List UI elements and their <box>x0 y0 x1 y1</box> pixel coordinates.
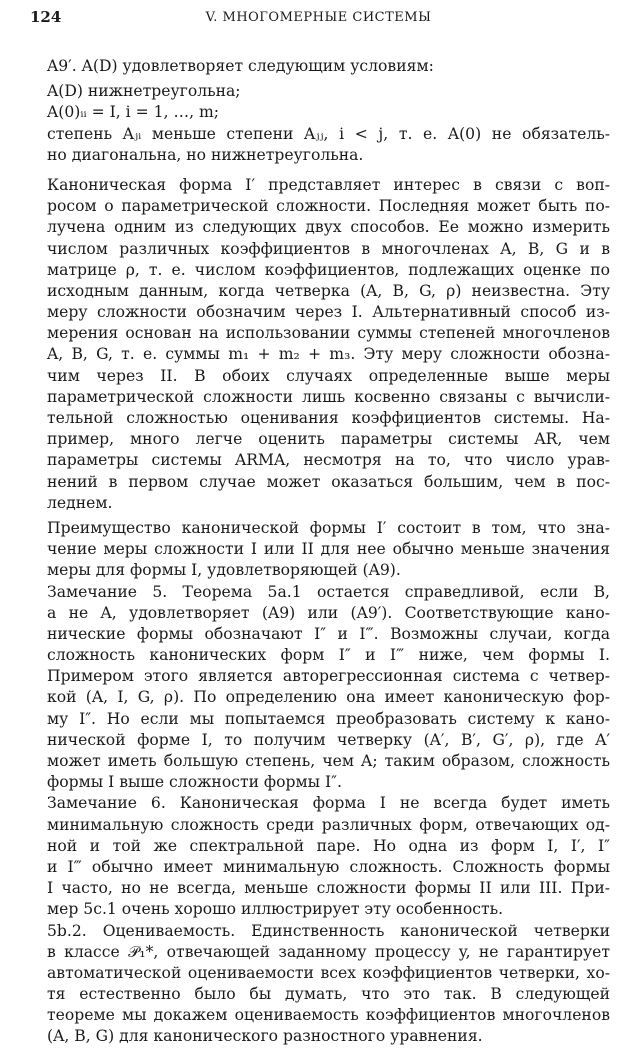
remark-5-line: сложность канонических форм I″ и I‴ ниже, чем формы I. <box>47 646 610 665</box>
remark-5-line: Замечание 5. Теорема 5a.1 остается справедливой, если B, <box>47 582 610 601</box>
remark-6-line: мер 5c.1 очень хорошо иллюстрирует эту особенность. <box>47 900 504 919</box>
text-line: параметрической сложности лишь косвенно связаны с вычисли- <box>47 387 610 406</box>
remark-5-line: а не A, удовлетворяет (A9) или (A9′). Соответствующие кано- <box>47 603 610 622</box>
section-5b2-line: автоматической оцениваемости всех коэффициентов четверки, хо- <box>47 963 610 982</box>
section-5b2-line: (A, B, G) для канонического разностного уравнения. <box>47 1027 483 1046</box>
remark-6-line: ной и той же спектральной паре. Но одна из форм I, I′, I″ <box>47 836 610 855</box>
condition-line: A(0)ᵢᵢ = I, i = 1, …, m; <box>47 103 220 122</box>
page-number: 124 <box>30 8 62 26</box>
text-line: пример, много легче оценить параметры системы AR, чем <box>47 430 610 449</box>
text-line: мерения основан на использовании суммы степеней многочленов <box>47 324 610 343</box>
condition-line: степень Aⱼᵢ меньше степени Aⱼⱼ, i < j, т. е. A(0) не обязатель- <box>47 124 610 143</box>
remark-5-line: нической форме I, то получим четверку (A′, B′, G′, ρ), где A′ <box>47 730 610 749</box>
remark-6-line: Замечание 6. Каноническая форма I не всегда будет иметь <box>47 794 610 813</box>
text-line: меру сложности обозначим через I. Альтернативный способ из- <box>47 303 610 322</box>
text-line: нений в первом случае может оказаться большим, чем в пос- <box>47 472 610 491</box>
text-line: росом о параметрической сложности. Последняя может быть по- <box>47 197 610 216</box>
remark-5-line: му I″. Но если мы попытаемся преобразовать систему к кано- <box>47 709 610 728</box>
section-5b2-line: в классе 𝒫₁*, отвечающей заданному процессу y, не гарантирует <box>47 942 610 961</box>
section-5b2-line: теореме мы докажем оцениваемость коэффициентов многочленов <box>47 1006 610 1025</box>
text-line: тельной сложностью оценивания коэффициентов системы. На- <box>47 409 610 427</box>
remark-5-line: может иметь большую степень, чем A; таким образом, сложность <box>47 752 610 770</box>
remark-5-line: Примером этого является авторегрессионная система с четвер- <box>47 667 610 686</box>
text-line: Преимущество канонической формы I′ состоит в том, что зна- <box>47 518 610 537</box>
text-line: числом различных коэффициентов в многочленах A, B, G и в <box>47 239 610 258</box>
running-title: V. МНОГОМЕРНЫЕ СИСТЕМЫ <box>205 10 432 25</box>
remark-6-line: и I‴ обычно имеет минимальную сложность. Сложность формы <box>47 857 610 876</box>
remark-5-line: кой (A, I, G, ρ). По определению она имеет каноническую фор- <box>47 688 610 707</box>
page-body <box>47 56 610 1048</box>
condition-line: но диагональна, но нижнетреугольна. <box>47 145 364 164</box>
text-line: параметры системы ARMA, несмотря на то, что число урав- <box>47 451 610 470</box>
remark-6-line: I часто, но не всегда, меньше сложности формы II или III. При- <box>47 879 610 898</box>
text-line: чим через II. В обоих случаях определенные выше меры <box>47 366 610 385</box>
text-line: Каноническая форма I′ представляет интерес в связи с воп- <box>47 175 610 194</box>
page-header <box>30 8 607 32</box>
text-line: исходным данным, когда четверка (A, B, G, ρ) неизвестна. Эту <box>47 281 610 300</box>
text-line: чение меры сложности I или II для нее обычно меньше значения <box>47 540 610 559</box>
text-line: лучена одним из следующих двух способов. Ее можно измерить <box>47 218 610 237</box>
text-line: матрице ρ, т. е. числом коэффициентов, подлежащих оценке по <box>47 260 610 279</box>
text-line: леднем. <box>47 493 113 512</box>
remark-5-line: формы I выше сложности формы I″. <box>47 773 342 792</box>
remark-5-line: нические формы обозначают I″ и I‴. Возможны случаи, когда <box>47 624 610 643</box>
remark-6-line: минимальную сложность среди различных форм, отвечающих од- <box>47 815 610 834</box>
text-line: A, B, G, т. е. суммы m₁ + m₂ + m₃. Эту меру сложности обозна- <box>47 345 610 364</box>
condition-line: A(D) нижнетреугольна; <box>47 82 241 101</box>
condition-a9-title: A9′. A(D) удовлетворяет следующим условиям: <box>47 57 434 75</box>
text-line: меры для формы I, удовлетворяющей (A9). <box>47 561 401 580</box>
section-5b2-line: 5b.2. Оцениваемость. Единственность канонической четверки <box>47 921 610 940</box>
section-5b2-line: тя естественно было бы думать, что это так. В следующей <box>47 985 610 1004</box>
